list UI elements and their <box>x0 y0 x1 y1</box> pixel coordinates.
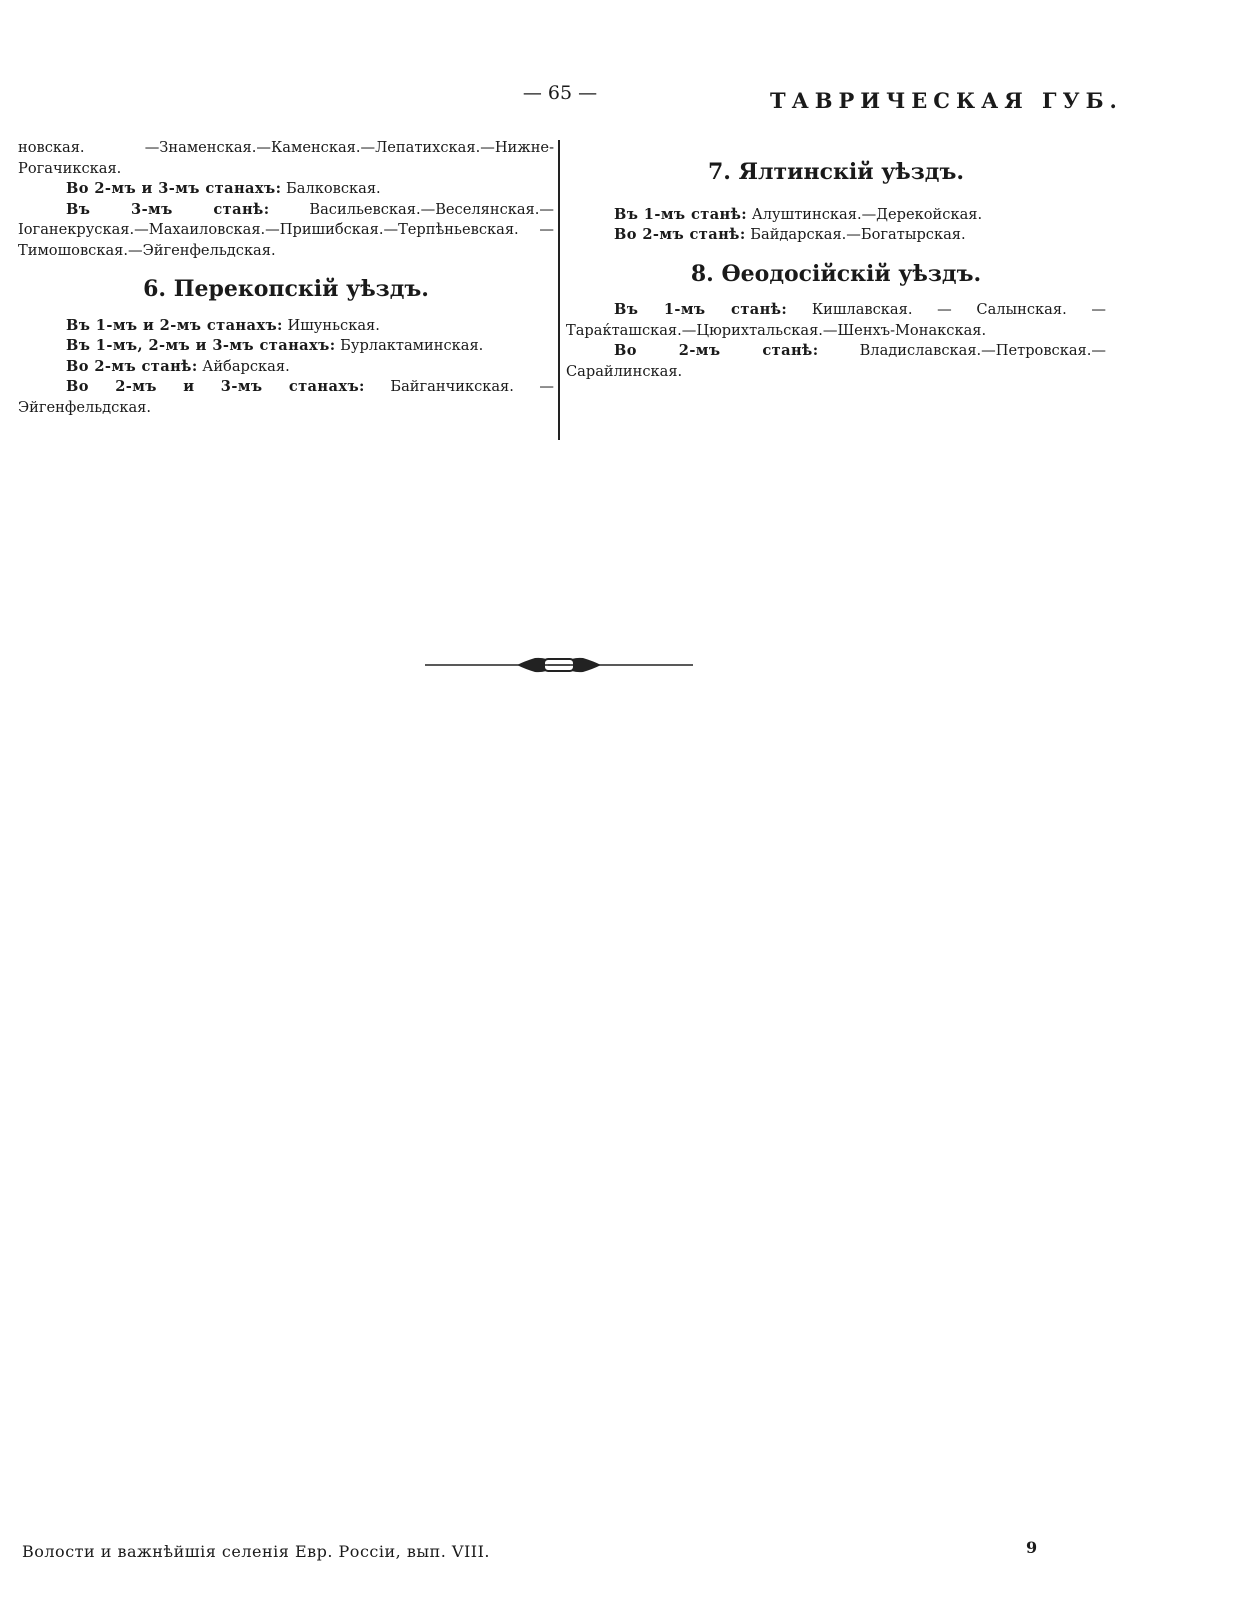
left-column <box>18 138 554 418</box>
station-label: Во 2-мъ станѣ: <box>614 342 819 359</box>
station-label: Въ 1-мъ станѣ: <box>614 205 748 223</box>
district5-station-3 <box>18 200 554 262</box>
district-heading-feodosia: 8. Ѳеодосійскій уѣздъ. <box>690 260 982 287</box>
station-label: Во 2-мъ станѣ: <box>66 357 198 375</box>
station-label: Во 2-мъ и 3-мъ станахъ: <box>66 180 282 197</box>
district7-station-1 <box>566 205 1106 226</box>
ornament-divider <box>425 650 693 680</box>
footer-title: Волости и важнѣйшія селенія Евр. Россіи, вып. VIII. <box>22 1542 490 1561</box>
district8-station-2 <box>566 341 1106 382</box>
station-volosts: Васильевская.—Веселянская.—Іоганекруская.—Махаиловская.—Пришибская.—Терпѣньевская. — Тимошовская.—Эйгенфельдская. <box>18 200 555 259</box>
running-head: ТАВРИЧЕСКАЯ ГУБ. <box>770 88 1123 113</box>
station-volosts: Балковская. <box>281 180 381 197</box>
station-volosts: Ишуньская. <box>282 316 380 334</box>
station-volosts: Владиславская.—Петровская.—Сарайлинская. <box>566 342 1106 380</box>
station-volosts: Байдарская.—Богатырская. <box>745 226 966 243</box>
district8-station-1 <box>566 300 1106 341</box>
column-divider <box>558 140 560 440</box>
district-heading-perekop: 6. Перекопскій уѣздъ. <box>143 276 429 302</box>
district-heading-yalta: 7. Ялтинскій уѣздъ. <box>708 159 964 185</box>
continuation-paragraph: новская. —Знаменская.—Каменская.—Лепатихская.—Нижне-Рогачикская. <box>18 139 554 177</box>
station-volosts: Байганчикская. — Эйгенфельдская. <box>18 378 555 416</box>
station-volosts: Алуштинская.—Дерекойская. <box>747 205 983 223</box>
district6-stations-2-3 <box>18 377 554 418</box>
district5-stations-2-3 <box>18 179 554 200</box>
right-column <box>566 138 1106 382</box>
station-label: Въ 3-мъ станѣ: <box>66 200 270 218</box>
station-label: Во 2-мъ и 3-мъ станахъ: <box>66 378 365 395</box>
district7-station-2 <box>566 225 1106 246</box>
station-label: Въ 1-мъ станѣ: <box>614 301 788 318</box>
district6-station-2 <box>18 357 554 378</box>
district6-stations-1-2-3 <box>18 336 554 357</box>
page-number: — 65 — <box>522 82 598 104</box>
station-volosts: Айбарская. <box>197 357 290 375</box>
station-volosts: Бурлактаминская. <box>335 337 484 354</box>
district6-stations-1-2 <box>18 316 554 337</box>
station-volosts: Кишлавская. — Салынская. — Тараќташская.—Цюрихтальская.—Шенхъ-Монакская. <box>566 301 1106 339</box>
station-label: Во 2-мъ станѣ: <box>614 226 746 243</box>
signature-mark: 9 <box>1026 1538 1038 1557</box>
station-label: Въ 1-мъ, 2-мъ и 3-мъ станахъ: <box>66 337 336 354</box>
station-label: Въ 1-мъ и 2-мъ станахъ: <box>66 316 283 334</box>
